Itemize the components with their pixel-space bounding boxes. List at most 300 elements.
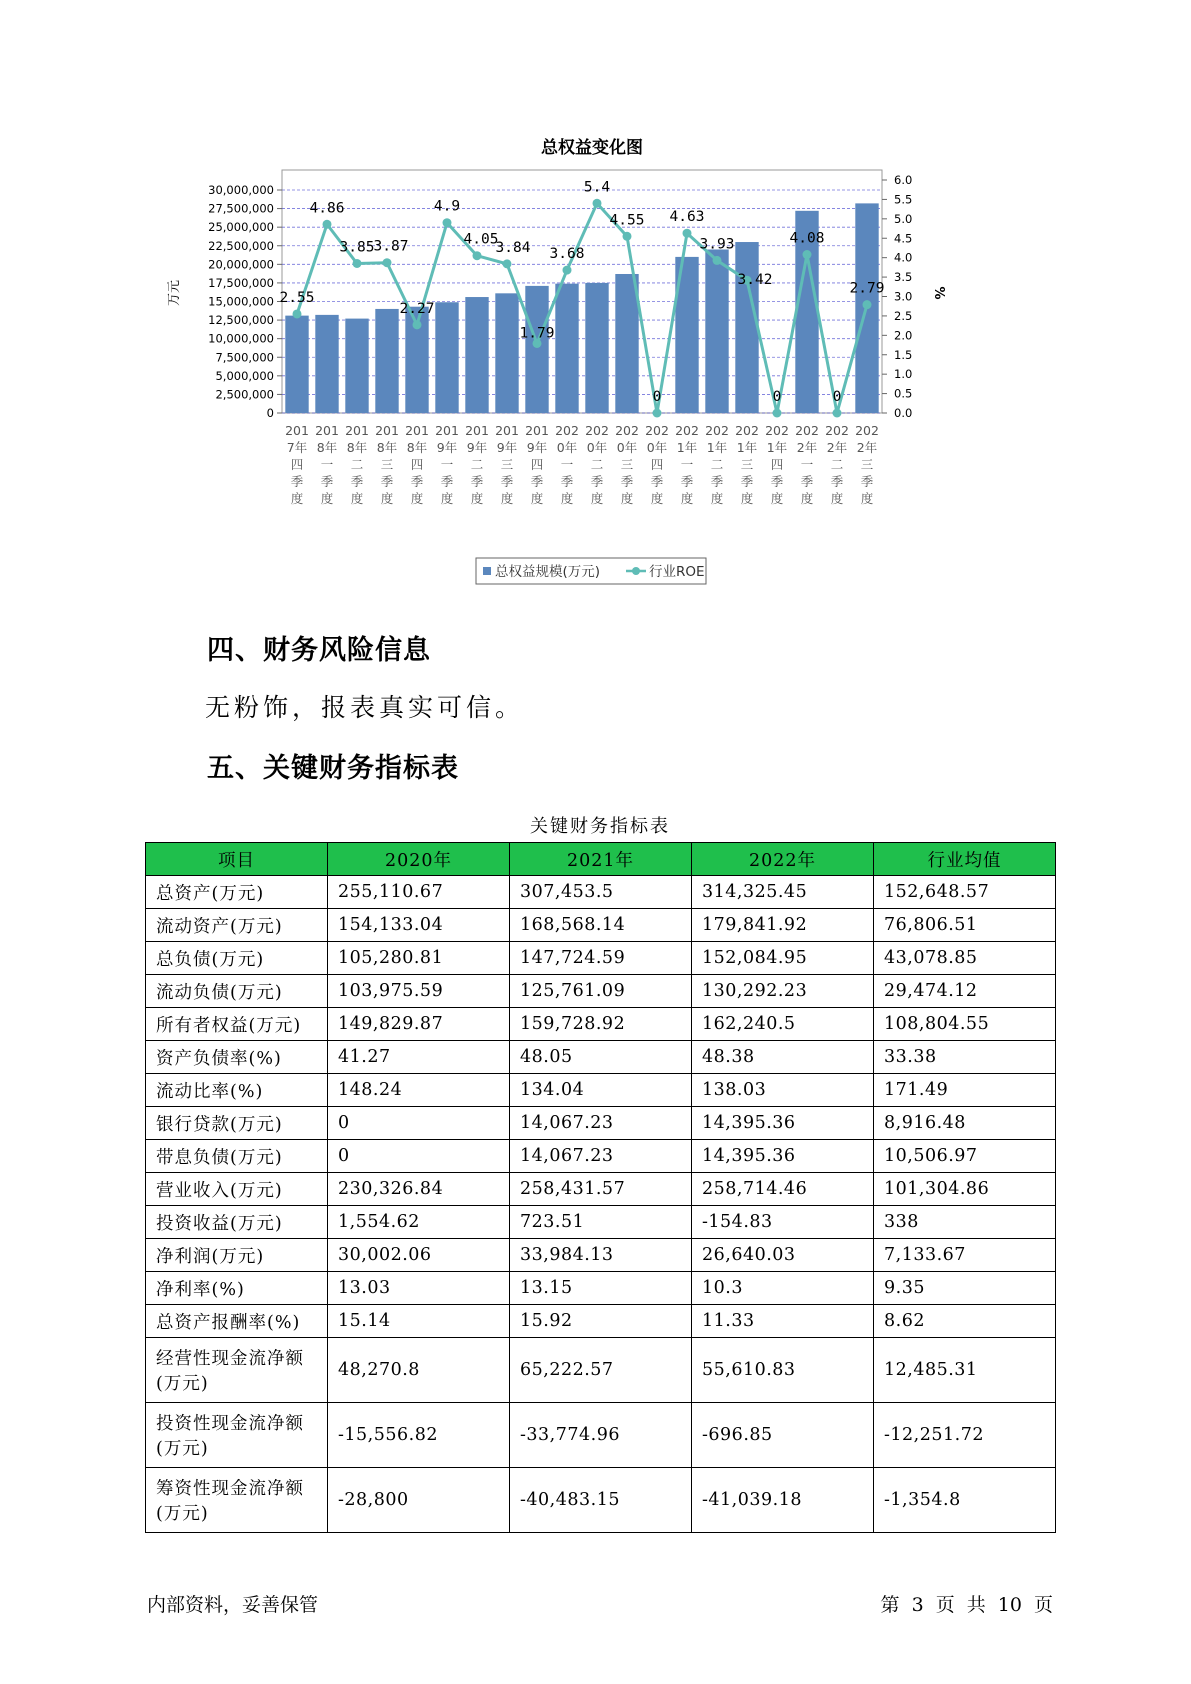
table-cell: 258,431.57	[510, 1173, 692, 1206]
table-cell: 48.05	[510, 1041, 692, 1074]
table-cell: 258,714.46	[692, 1173, 874, 1206]
table-cell: 105,280.81	[328, 942, 510, 975]
roe-point	[653, 409, 662, 418]
table-cell: 307,453.5	[510, 876, 692, 909]
roe-data-label: 2.79	[849, 280, 885, 297]
y-left-tick-label: 30,000,000	[208, 183, 274, 197]
roe-data-label: 4.63	[669, 209, 705, 226]
risk-heading: 四、财务风险信息	[207, 635, 431, 666]
x-tick-label: 度	[620, 491, 634, 506]
y-right-tick-label: 1.0	[894, 367, 913, 382]
table-cell: 159,728.92	[510, 1008, 692, 1041]
x-tick-label: 202	[735, 423, 759, 438]
row-label: 总负债(万元)	[146, 942, 328, 975]
y-left-tick-label: 2,500,000	[215, 387, 274, 402]
roe-point	[293, 309, 302, 318]
roe-data-label: 0	[832, 389, 842, 405]
x-tick-label: 度	[530, 491, 544, 506]
table-cell: 14,067.23	[510, 1107, 692, 1140]
y-right-tick-label: 1.5	[894, 347, 913, 362]
roe-point	[803, 250, 812, 259]
table-cell: 108,804.55	[874, 1008, 1056, 1041]
roe-data-label: 3.85	[339, 239, 375, 256]
row-label: 所有者权益(万元)	[146, 1008, 328, 1041]
row-label: 净利率(%)	[146, 1272, 328, 1305]
row-label: 营业收入(万元)	[146, 1173, 328, 1206]
risk-text: 无粉饰，报表真实可信。	[205, 693, 525, 722]
table-cell: 55,610.83	[692, 1338, 874, 1403]
x-tick-label: 202	[795, 423, 819, 438]
table-cell: 723.51	[510, 1206, 692, 1239]
x-tick-label: 四	[770, 457, 784, 472]
x-tick-label: 202	[765, 423, 789, 438]
table-cell: 48.38	[692, 1041, 874, 1074]
row-label: 筹资性现金流净额(万元)	[146, 1468, 328, 1533]
bar	[555, 284, 578, 413]
x-tick-label: 度	[290, 491, 304, 506]
y-left-tick-label: 7,500,000	[215, 350, 274, 365]
x-tick-label: 9年	[466, 440, 488, 455]
roe-data-label: 3.68	[549, 246, 585, 263]
roe-data-label: 3.42	[737, 272, 773, 289]
table-cell: 162,240.5	[692, 1008, 874, 1041]
table-cell: 1,554.62	[328, 1206, 510, 1239]
x-tick-label: 2年	[826, 440, 848, 455]
table-row	[146, 1338, 1056, 1403]
table-cell: 9.35	[874, 1272, 1056, 1305]
table-cell: 11.33	[692, 1305, 874, 1338]
table-cell: 179,841.92	[692, 909, 874, 942]
row-label: 资产负债率(%)	[146, 1041, 328, 1074]
x-tick-label: 三	[620, 457, 634, 472]
row-label: 带息负债(万元)	[146, 1140, 328, 1173]
x-tick-label: 201	[435, 423, 459, 438]
bar	[705, 249, 728, 413]
table-row	[146, 1305, 1056, 1338]
x-tick-label: 度	[440, 491, 454, 506]
x-tick-label: 季	[290, 474, 304, 489]
table-cell: 152,648.57	[874, 876, 1056, 909]
table-cell: 12,485.31	[874, 1338, 1056, 1403]
roe-point	[323, 220, 332, 229]
x-tick-label: 季	[500, 474, 514, 489]
x-tick-label: 9年	[496, 440, 518, 455]
x-tick-label: 季	[350, 474, 364, 489]
x-tick-label: 度	[350, 491, 364, 506]
table-row	[146, 975, 1056, 1008]
x-tick-label: 季	[860, 474, 874, 489]
row-label: 流动负债(万元)	[146, 975, 328, 1008]
table-cell: -33,774.96	[510, 1403, 692, 1468]
x-tick-label: 季	[590, 474, 604, 489]
table-row	[146, 1008, 1056, 1041]
y-right-tick-label: 5.5	[894, 192, 913, 207]
roe-data-label: 3.93	[699, 236, 735, 253]
bar	[315, 315, 338, 413]
x-tick-label: 201	[345, 423, 369, 438]
table-cell: 138.03	[692, 1074, 874, 1107]
x-tick-label: 三	[740, 457, 754, 472]
x-tick-label: 度	[740, 491, 754, 506]
footer-confidential: 内部资料，妥善保管	[147, 1594, 319, 1616]
x-tick-label: 季	[440, 474, 454, 489]
x-tick-label: 二	[590, 457, 604, 472]
x-tick-label: 1年	[676, 440, 698, 455]
x-tick-label: 季	[380, 474, 394, 489]
x-tick-label: 度	[590, 491, 604, 506]
table-row	[146, 942, 1056, 975]
table-row	[146, 1468, 1056, 1533]
roe-data-label: 1.79	[519, 325, 555, 342]
roe-point	[413, 320, 422, 329]
table-row	[146, 1239, 1056, 1272]
x-tick-label: 三	[860, 457, 874, 472]
table-cell: 152,084.95	[692, 942, 874, 975]
table-cell: 8.62	[874, 1305, 1056, 1338]
roe-data-label: 3.84	[495, 239, 531, 256]
table-row	[146, 1206, 1056, 1239]
y-right-tick-label: 2.0	[894, 328, 913, 343]
x-tick-label: 度	[560, 491, 574, 506]
x-tick-label: 202	[645, 423, 669, 438]
x-tick-label: 二	[830, 457, 844, 472]
roe-data-label: 0	[652, 389, 662, 405]
roe-point	[833, 409, 842, 418]
table-cell: 48,270.8	[328, 1338, 510, 1403]
x-tick-label: 度	[830, 491, 844, 506]
table-cell: 0	[328, 1140, 510, 1173]
y-left-tick-label: 0	[266, 406, 274, 420]
table-cell: 14,395.36	[692, 1140, 874, 1173]
table-cell: 13.15	[510, 1272, 692, 1305]
chart-title: 总权益变化图	[541, 138, 643, 158]
y-right-tick-label: 4.0	[894, 250, 913, 265]
table-cell: 338	[874, 1206, 1056, 1239]
table-cell: 8,916.48	[874, 1107, 1056, 1140]
bar	[495, 293, 518, 413]
table-cell: -12,251.72	[874, 1403, 1056, 1468]
header-item: 项目	[146, 843, 328, 876]
bar	[585, 283, 608, 413]
y-left-tick-label: 17,500,000	[208, 275, 274, 290]
row-label: 银行贷款(万元)	[146, 1107, 328, 1140]
x-tick-label: 四	[530, 457, 544, 472]
x-tick-label: 9年	[436, 440, 458, 455]
y-right-tick-label: 2.5	[894, 308, 913, 323]
x-tick-label: 度	[860, 491, 874, 506]
x-tick-label: 度	[650, 491, 664, 506]
x-tick-label: 四	[410, 457, 424, 472]
x-tick-label: 季	[410, 474, 424, 489]
x-tick-label: 9年	[526, 440, 548, 455]
x-tick-label: 三	[500, 457, 514, 472]
bar	[285, 316, 308, 413]
roe-data-label: 4.08	[789, 230, 825, 247]
bar	[735, 242, 758, 413]
x-tick-label: 一	[800, 457, 814, 472]
x-tick-label: 0年	[646, 440, 668, 455]
x-tick-label: 201	[525, 423, 549, 438]
x-tick-label: 8年	[376, 440, 398, 455]
y-left-tick-label: 25,000,000	[208, 220, 274, 235]
x-tick-label: 季	[650, 474, 664, 489]
table-cell: 41.27	[328, 1041, 510, 1074]
table-cell: 101,304.86	[874, 1173, 1056, 1206]
row-label: 流动资产(万元)	[146, 909, 328, 942]
x-tick-label: 三	[380, 457, 394, 472]
legend-bar-label: 总权益规模(万元)	[495, 564, 601, 580]
table-cell: -41,039.18	[692, 1468, 874, 1533]
row-label: 投资性现金流净额(万元)	[146, 1403, 328, 1468]
row-label: 流动比率(%)	[146, 1074, 328, 1107]
table-row	[146, 1403, 1056, 1468]
x-tick-label: 季	[530, 474, 544, 489]
roe-data-label: 4.86	[309, 200, 345, 217]
header-2021: 2021年	[510, 843, 692, 876]
y-left-tick-label: 20,000,000	[208, 257, 274, 272]
x-tick-label: 二	[350, 457, 364, 472]
x-tick-label: 7年	[286, 440, 308, 455]
x-tick-label: 202	[705, 423, 729, 438]
x-tick-label: 季	[320, 474, 334, 489]
legend-bar-swatch	[483, 567, 491, 575]
x-tick-label: 季	[680, 474, 694, 489]
row-label: 净利润(万元)	[146, 1239, 328, 1272]
roe-point	[503, 259, 512, 268]
plot-frame	[279, 170, 882, 413]
roe-point	[443, 218, 452, 227]
bar	[465, 297, 488, 413]
table-cell: 43,078.85	[874, 942, 1056, 975]
x-tick-label: 201	[465, 423, 489, 438]
row-label: 经营性现金流净额(万元)	[146, 1338, 328, 1403]
table-cell: -154.83	[692, 1206, 874, 1239]
table-row	[146, 1107, 1056, 1140]
table-cell: 13.03	[328, 1272, 510, 1305]
roe-data-label: 5.4	[583, 179, 611, 196]
roe-data-label: 3.87	[373, 238, 409, 255]
roe-data-label: 2.27	[399, 300, 435, 317]
table-cell: 103,975.59	[328, 975, 510, 1008]
table-cell: 26,640.03	[692, 1239, 874, 1272]
roe-point	[353, 259, 362, 268]
table-cell: 15.92	[510, 1305, 692, 1338]
x-tick-label: 202	[615, 423, 639, 438]
equity-chart	[160, 130, 1040, 590]
x-tick-label: 8年	[346, 440, 368, 455]
table-cell: -696.85	[692, 1403, 874, 1468]
table-row	[146, 1173, 1056, 1206]
x-tick-label: 季	[740, 474, 754, 489]
y-right-tick-label: 4.5	[894, 231, 913, 246]
roe-point	[473, 251, 482, 260]
x-tick-label: 度	[710, 491, 724, 506]
x-tick-label: 1年	[706, 440, 728, 455]
x-tick-label: 季	[770, 474, 784, 489]
y-right-tick-label: 0.0	[894, 406, 913, 420]
x-tick-label: 201	[495, 423, 519, 438]
table-cell: 154,133.04	[328, 909, 510, 942]
x-tick-label: 度	[770, 491, 784, 506]
table-cell: 76,806.51	[874, 909, 1056, 942]
kfi-heading: 五、关键财务指标表	[207, 753, 459, 784]
x-tick-label: 度	[410, 491, 424, 506]
y-right-tick-label: 6.0	[894, 173, 913, 187]
table-cell: 10,506.97	[874, 1140, 1056, 1173]
roe-data-label: 2.55	[279, 289, 315, 306]
table-cell: 148.24	[328, 1074, 510, 1107]
x-tick-label: 2年	[796, 440, 818, 455]
table-cell: 147,724.59	[510, 942, 692, 975]
table-cell: 33,984.13	[510, 1239, 692, 1272]
table-cell: -28,800	[328, 1468, 510, 1533]
x-tick-label: 0年	[616, 440, 638, 455]
x-tick-label: 8年	[316, 440, 338, 455]
table-cell: 125,761.09	[510, 975, 692, 1008]
table-cell: 30,002.06	[328, 1239, 510, 1272]
table-cell: 130,292.23	[692, 975, 874, 1008]
table-header-row	[146, 843, 1056, 876]
row-label: 总资产(万元)	[146, 876, 328, 909]
roe-point	[773, 409, 782, 418]
y-left-tick-label: 10,000,000	[208, 331, 274, 346]
roe-data-label: 4.9	[433, 198, 461, 215]
x-tick-label: 0年	[556, 440, 578, 455]
x-tick-label: 201	[315, 423, 339, 438]
y-left-tick-label: 22,500,000	[208, 238, 274, 253]
roe-point	[383, 258, 392, 267]
x-tick-label: 度	[470, 491, 484, 506]
header-2022: 2022年	[692, 843, 874, 876]
table-cell: 255,110.67	[328, 876, 510, 909]
table-cell: -1,354.8	[874, 1468, 1056, 1533]
x-tick-label: 度	[380, 491, 394, 506]
x-tick-label: 1年	[766, 440, 788, 455]
x-tick-label: 202	[825, 423, 849, 438]
x-tick-label: 202	[585, 423, 609, 438]
roe-data-label: 0	[772, 389, 782, 405]
x-tick-label: 季	[560, 474, 574, 489]
x-tick-label: 202	[855, 423, 879, 438]
x-tick-label: 202	[675, 423, 699, 438]
table-cell: 7,133.67	[874, 1239, 1056, 1272]
x-tick-label: 四	[650, 457, 664, 472]
bar	[345, 319, 368, 413]
x-tick-label: 一	[680, 457, 694, 472]
table-row	[146, 1074, 1056, 1107]
x-tick-label: 一	[560, 457, 574, 472]
roe-point	[863, 300, 872, 309]
x-tick-label: 二	[710, 457, 724, 472]
bar	[375, 309, 398, 413]
table-cell: 29,474.12	[874, 975, 1056, 1008]
table-cell: 314,325.45	[692, 876, 874, 909]
roe-data-label: 4.05	[463, 231, 499, 248]
x-tick-label: 1年	[736, 440, 758, 455]
table-cell: 134.04	[510, 1074, 692, 1107]
table-cell: 10.3	[692, 1272, 874, 1305]
header-2020: 2020年	[328, 843, 510, 876]
y-right-axis-label: %	[931, 286, 946, 300]
x-tick-label: 季	[470, 474, 484, 489]
roe-point	[623, 232, 632, 241]
y-right-tick-label: 0.5	[894, 386, 913, 401]
table-cell: 0	[328, 1107, 510, 1140]
table-cell: -15,556.82	[328, 1403, 510, 1468]
x-tick-label: 一	[320, 457, 334, 472]
header-industry-avg: 行业均值	[874, 843, 1056, 876]
x-tick-label: 季	[830, 474, 844, 489]
bar	[525, 286, 548, 413]
table-row	[146, 1041, 1056, 1074]
table-cell: 14,067.23	[510, 1140, 692, 1173]
row-label: 总资产报酬率(%)	[146, 1305, 328, 1338]
y-right-tick-label: 3.5	[894, 270, 913, 285]
y-left-tick-label: 12,500,000	[208, 313, 274, 328]
table-cell: 168,568.14	[510, 909, 692, 942]
x-tick-label: 二	[470, 457, 484, 472]
table-cell: 230,326.84	[328, 1173, 510, 1206]
x-tick-label: 度	[800, 491, 814, 506]
y-left-tick-label: 15,000,000	[208, 294, 274, 309]
row-label: 投资收益(万元)	[146, 1206, 328, 1239]
table-row	[146, 876, 1056, 909]
legend-line-marker	[632, 567, 640, 575]
x-tick-label: 度	[680, 491, 694, 506]
table-cell: 65,222.57	[510, 1338, 692, 1403]
table-row	[146, 1272, 1056, 1305]
table-cell: 171.49	[874, 1074, 1056, 1107]
x-tick-label: 2年	[856, 440, 878, 455]
table-cell: 15.14	[328, 1305, 510, 1338]
x-tick-label: 201	[405, 423, 429, 438]
x-tick-label: 度	[500, 491, 514, 506]
x-tick-label: 201	[285, 423, 309, 438]
y-left-tick-label: 27,500,000	[208, 201, 274, 216]
x-tick-label: 一	[440, 457, 454, 472]
x-tick-label: 度	[320, 491, 334, 506]
y-right-tick-label: 5.0	[894, 211, 913, 226]
bar	[435, 302, 458, 413]
table-cell: 33.38	[874, 1041, 1056, 1074]
legend-line-label: 行业ROE	[649, 564, 705, 580]
x-tick-label: 201	[375, 423, 399, 438]
x-tick-label: 0年	[586, 440, 608, 455]
roe-point	[683, 229, 692, 238]
table-cell: 149,829.87	[328, 1008, 510, 1041]
bar	[615, 274, 638, 413]
key-financial-indicators-table	[145, 842, 1056, 1533]
y-left-axis-label: 万元	[167, 279, 182, 307]
table-caption: 关键财务指标表	[530, 816, 670, 837]
x-tick-label: 季	[800, 474, 814, 489]
table-cell: -40,483.15	[510, 1468, 692, 1533]
y-left-tick-label: 5,000,000	[215, 368, 274, 383]
table-cell: 14,395.36	[692, 1107, 874, 1140]
roe-point	[563, 266, 572, 275]
x-tick-label: 季	[710, 474, 724, 489]
y-right-tick-label: 3.0	[894, 289, 913, 304]
roe-point	[593, 199, 602, 208]
x-tick-label: 四	[290, 457, 304, 472]
x-tick-label: 季	[620, 474, 634, 489]
footer-page-number: 第 3 页 共 10 页	[880, 1594, 1053, 1616]
x-tick-label: 202	[555, 423, 579, 438]
roe-data-label: 4.55	[609, 212, 645, 229]
x-tick-label: 8年	[406, 440, 428, 455]
table-row	[146, 1140, 1056, 1173]
roe-point	[713, 256, 722, 265]
